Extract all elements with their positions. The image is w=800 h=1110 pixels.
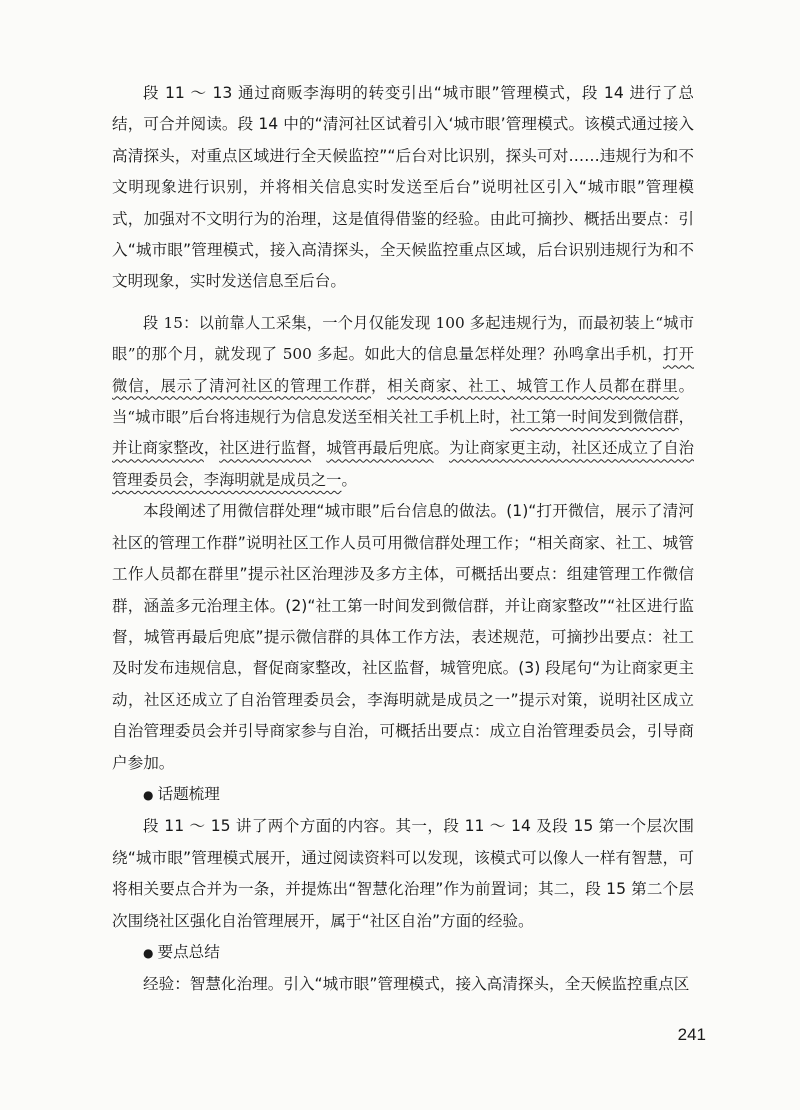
bullet-label: 话题梳理	[157, 784, 220, 803]
underlined-phrase: 为让商家更主动，社区还成立了自治管理委员会，李海明就是成员之一	[112, 439, 694, 489]
paragraph-experience: 经验：智慧化治理。引入“城市眼”管理模式，接入高清探头，全天候监控重点区	[143, 975, 690, 994]
bullet-key-points	[112, 937, 694, 969]
underlined-phrase: 城管再最后兜底	[326, 439, 434, 458]
underlined-phrase: 并让商家整改	[112, 439, 204, 458]
paragraph-topic-summary: 段 11 ～ 15 讲了两个方面的内容。其一，段 11 ～ 14 及段 15 第一个层次围绕“城市眼”管理模式展开，通过阅读资料可以发现，该模式可以像人一样有智慧，可将相关要点合并为一条，并提炼出“智慧化治理”作为前置词；其二，段 15 第二个层次围绕社区强化自治管理展开，属于“社区自治”方面的经验。	[112, 817, 694, 930]
source-text: ，	[678, 408, 694, 427]
paragraph-analysis-11-14: 段 11 ～ 13 通过商贩李海明的转变引出“城市眼”管理模式，段 14 进行了总结，可合并阅读。段 14 中的“清河社区试着引入‘城市眼’管理模式。该模式通过接入高清探头，对重点区域进行全天候监控”“后台对比识别，探头可对……违规行为和不文明现象进行识别，并将相关信息实时发送至后台”说明社区引入“城市眼”管理模式，加强对不文明行为的治理，这是值得借鉴的经验。由此可摘抄、概括出要点：引入“城市眼”管理模式，接入高清探头，全天候监控重点区域，后台识别违规行为和不文明现象，实时发送信息至后台。	[112, 84, 694, 291]
bullet-icon: ●	[143, 945, 154, 960]
underlined-phrase: 社区进行监督	[219, 439, 312, 458]
source-text: 。当“城市眼”后台将违规行为信息发送至相关社工手机上时，	[112, 376, 694, 427]
source-text: 。	[433, 439, 449, 458]
underlined-phrase: 打开微信，展示了清河社区的管理工作群	[112, 345, 694, 395]
source-text: 。	[341, 470, 357, 489]
source-text: ，	[311, 439, 327, 458]
page-number: 241	[677, 1025, 706, 1044]
source-text: 段 15：以前靠人工采集，一个月仅能发现 100 多起违规行为，而最初装上“城市眼”的那个月，就发现了 500 多起。如此大的信息量怎样处理？孙鸣拿出手机，	[112, 313, 694, 364]
bullet-icon: ●	[143, 787, 154, 802]
source-text: ，	[371, 376, 388, 395]
bullet-topic-sorting	[112, 779, 694, 811]
page-content	[112, 78, 694, 1001]
bullet-label: 要点总结	[157, 942, 220, 961]
underlined-phrase: 社工第一时间发到微信群	[510, 408, 679, 427]
underlined-phrase: 相关商家、社工、城管工作人员都在群里	[387, 376, 679, 395]
paragraph-analysis-15: 本段阐述了用微信群处理“城市眼”后台信息的做法。(1)“打开微信，展示了清河社区的管理工作群”说明社区工作人员可用微信群处理工作；“相关商家、社工、城管工作人员都在群里”提示社区治理涉及多方主体，可概括出要点：组建管理工作微信群，涵盖多元治理主体。(2)“社工第一时间发到微信群，并让商家整改”“社区进行监督，城管再最后兜底”提示微信群的具体工作方法，表述规范，可摘抄出要点：社工及时发布违规信息，督促商家整改，社区监督，城管兜底。(3) 段尾句“为让商家更主动，社区还成立了自治管理委员会，李海明就是成员之一”提示对策，说明社区成立自治管理委员会并引导商家参与自治，可概括出要点：成立自治管理委员会，引导商户参加。	[112, 502, 694, 772]
source-text: ，	[203, 439, 220, 458]
paragraph-source-15	[112, 308, 694, 496]
